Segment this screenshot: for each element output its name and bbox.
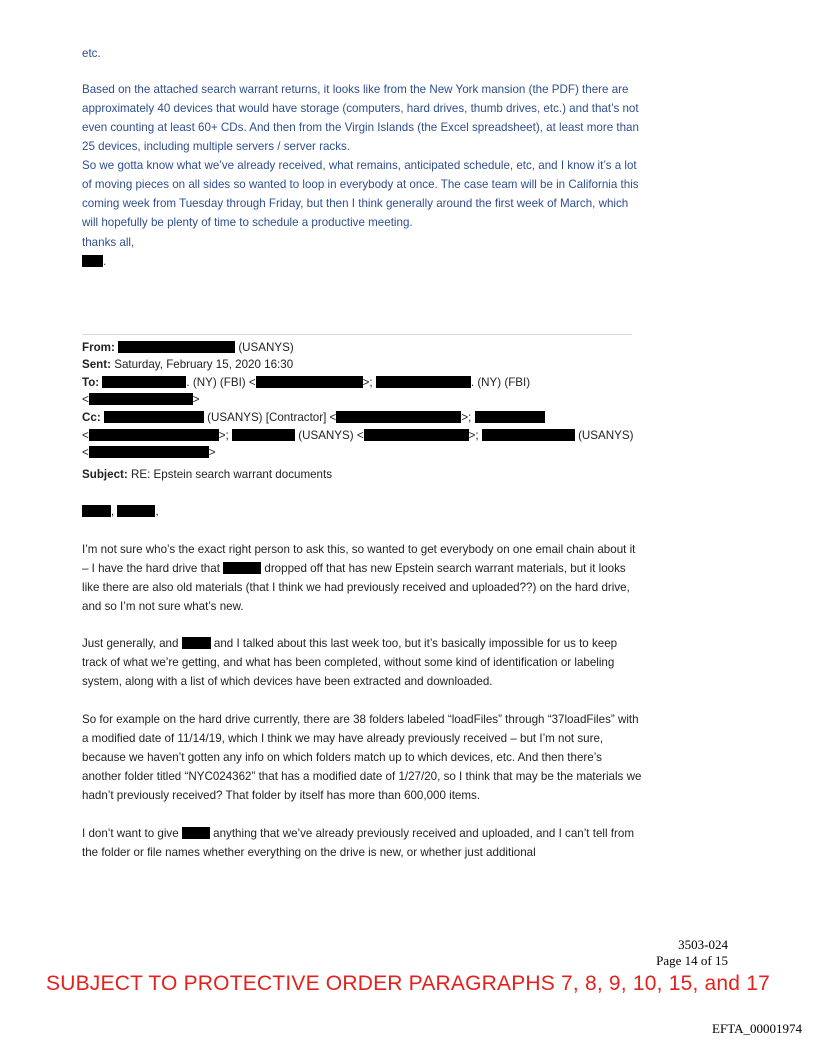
page-number: Page 14 of 15: [656, 953, 728, 968]
prev-signature: [82, 252, 642, 271]
body-paragraph-2: [82, 634, 642, 691]
greeting: [82, 504, 159, 520]
cc-text-e: (USANYS) <: [295, 429, 364, 442]
to-text-c: . (NY) (FBI): [470, 376, 531, 389]
prev-thanks: thanks all,: [82, 236, 135, 249]
header-sent: [82, 357, 293, 373]
protective-order-notice: SUBJECT TO PROTECTIVE ORDER PARAGRAPHS 7, 8, 9, 10, 15, and 17: [46, 972, 770, 995]
to-text-a: . (NY) (FBI) <: [186, 376, 256, 389]
redaction-box: [89, 393, 193, 405]
cc-text-c: <: [82, 429, 89, 442]
subject-value: RE: Epstein search warrant documents: [127, 468, 333, 481]
prev-etc: etc.: [82, 47, 101, 60]
p2-text-a: Just generally, and: [82, 637, 182, 650]
redaction-box: [182, 637, 211, 649]
redaction-box: [232, 429, 295, 441]
p1-text-b: dropped off that has new Epstein search warrant materials, but it looks like there are also old materials (that I think we had previously received and uploaded??) on the hard drive, and so I’m not sure what’s new.: [82, 562, 630, 613]
header-to-cont: [82, 392, 200, 408]
prev-paragraph-1: Based on the attached search warrant returns, it looks like from the New York mansion (the PDF) there are approximately 40 devices that would have storage (computers, hard drives, thumb drives, etc.) and that’s not even counting at least 60+ CDs. And then from the Virgin Islands (the Excel spreadsheet), at least more than 25 devices, including multiple servers / server racks.: [82, 83, 639, 153]
greeting-end: ,: [155, 505, 159, 518]
sent-label: Sent:: [82, 358, 111, 371]
redaction-box: [104, 411, 204, 423]
to-label: To:: [82, 376, 100, 389]
cc-text-d: >;: [218, 429, 232, 442]
greeting-separator: ,: [111, 505, 118, 518]
redaction-box: [223, 562, 261, 574]
header-cc-cont2: [82, 445, 216, 461]
signature-end: .: [103, 255, 107, 268]
from-label: From:: [82, 341, 115, 354]
to-text-d: <: [82, 393, 89, 406]
redaction-box: [102, 376, 186, 388]
redaction-box: [118, 341, 235, 353]
body-paragraph-3: So for example on the hard drive currently, there are 38 folders labeled “loadFiles” through “37loadFiles” with a modified date of 11/14/19, which I think we may have already previously received – but I’m not sure, because we haven’t gotten any info on which folders match up to which devices, etc. And then there’s another folder titled “NYC024362” that has a modified date of 1/27/20, so I think that may be the materials we hadn’t previously received? That folder by itself has more than 600,000 items.: [82, 713, 642, 802]
header-to: [82, 375, 530, 391]
to-text-e: >: [192, 393, 200, 406]
cc-text-g: (USANYS): [574, 429, 634, 442]
cc-text-h: <: [82, 446, 89, 459]
from-suffix: (USANYS): [235, 341, 294, 354]
p2-text-b: and I talked about this last week too, but it’s basically impossible for us to keep track of what we’re getting, and what has been completed, without some kind of identification or labeling system, along with a list of which devices have been extracted and downloaded.: [82, 637, 618, 688]
p4-text-b: anything that we’ve already previously received and uploaded, and I can’t tell from the folder or file names whether everything on the drive is new, or whether just additional: [82, 827, 634, 859]
separator-line: [82, 334, 632, 335]
body-paragraph-4: [82, 824, 642, 862]
subject-label: Subject:: [82, 468, 128, 481]
header-subject: [82, 467, 332, 483]
to-text-b: >;: [362, 376, 376, 389]
redaction-box: [336, 411, 461, 423]
sent-value: Saturday, February 15, 2020 16:30: [110, 358, 294, 371]
redaction-box: [364, 429, 469, 441]
redaction-box: [117, 505, 155, 517]
cc-text-i: >: [208, 446, 216, 459]
redaction-box: [89, 429, 219, 441]
redaction-box: [89, 446, 209, 458]
header-from: [82, 340, 294, 356]
redaction-box: [82, 505, 111, 517]
cc-text-f: >;: [468, 429, 482, 442]
redaction-box: [376, 376, 471, 388]
cc-text-a: (USANYS) [Contractor] <: [203, 411, 337, 424]
redaction-box: [482, 429, 575, 441]
redaction-box: [182, 827, 210, 839]
header-cc: [82, 410, 545, 426]
bates-number: EFTA_00001974: [712, 1021, 802, 1036]
redaction-box: [82, 255, 103, 267]
redaction-box: [256, 376, 363, 388]
p1-text-a: I’m not sure who’s the exact right person to ask this, so wanted to get everybody on one email chain about it – I have the hard drive that: [82, 543, 636, 575]
cc-label: Cc:: [82, 411, 101, 424]
header-cc-cont: [82, 428, 633, 444]
prev-paragraph-2: So we gotta know what we’ve already received, what remains, anticipated schedule, etc, and I know it’s a lot of moving pieces on all sides so wanted to loop in everybody at once. The case team will be in California this coming week from Tuesday through Friday, but then I think generally around the first week of March, which will hopefully be plenty of time to schedule a productive meeting.: [82, 159, 639, 229]
p4-text-a: I don’t want to give: [82, 827, 182, 840]
document-number: 3503-024: [678, 937, 728, 952]
cc-text-b: >;: [461, 411, 475, 424]
body-paragraph-1: [82, 540, 642, 616]
redaction-box: [475, 411, 545, 423]
